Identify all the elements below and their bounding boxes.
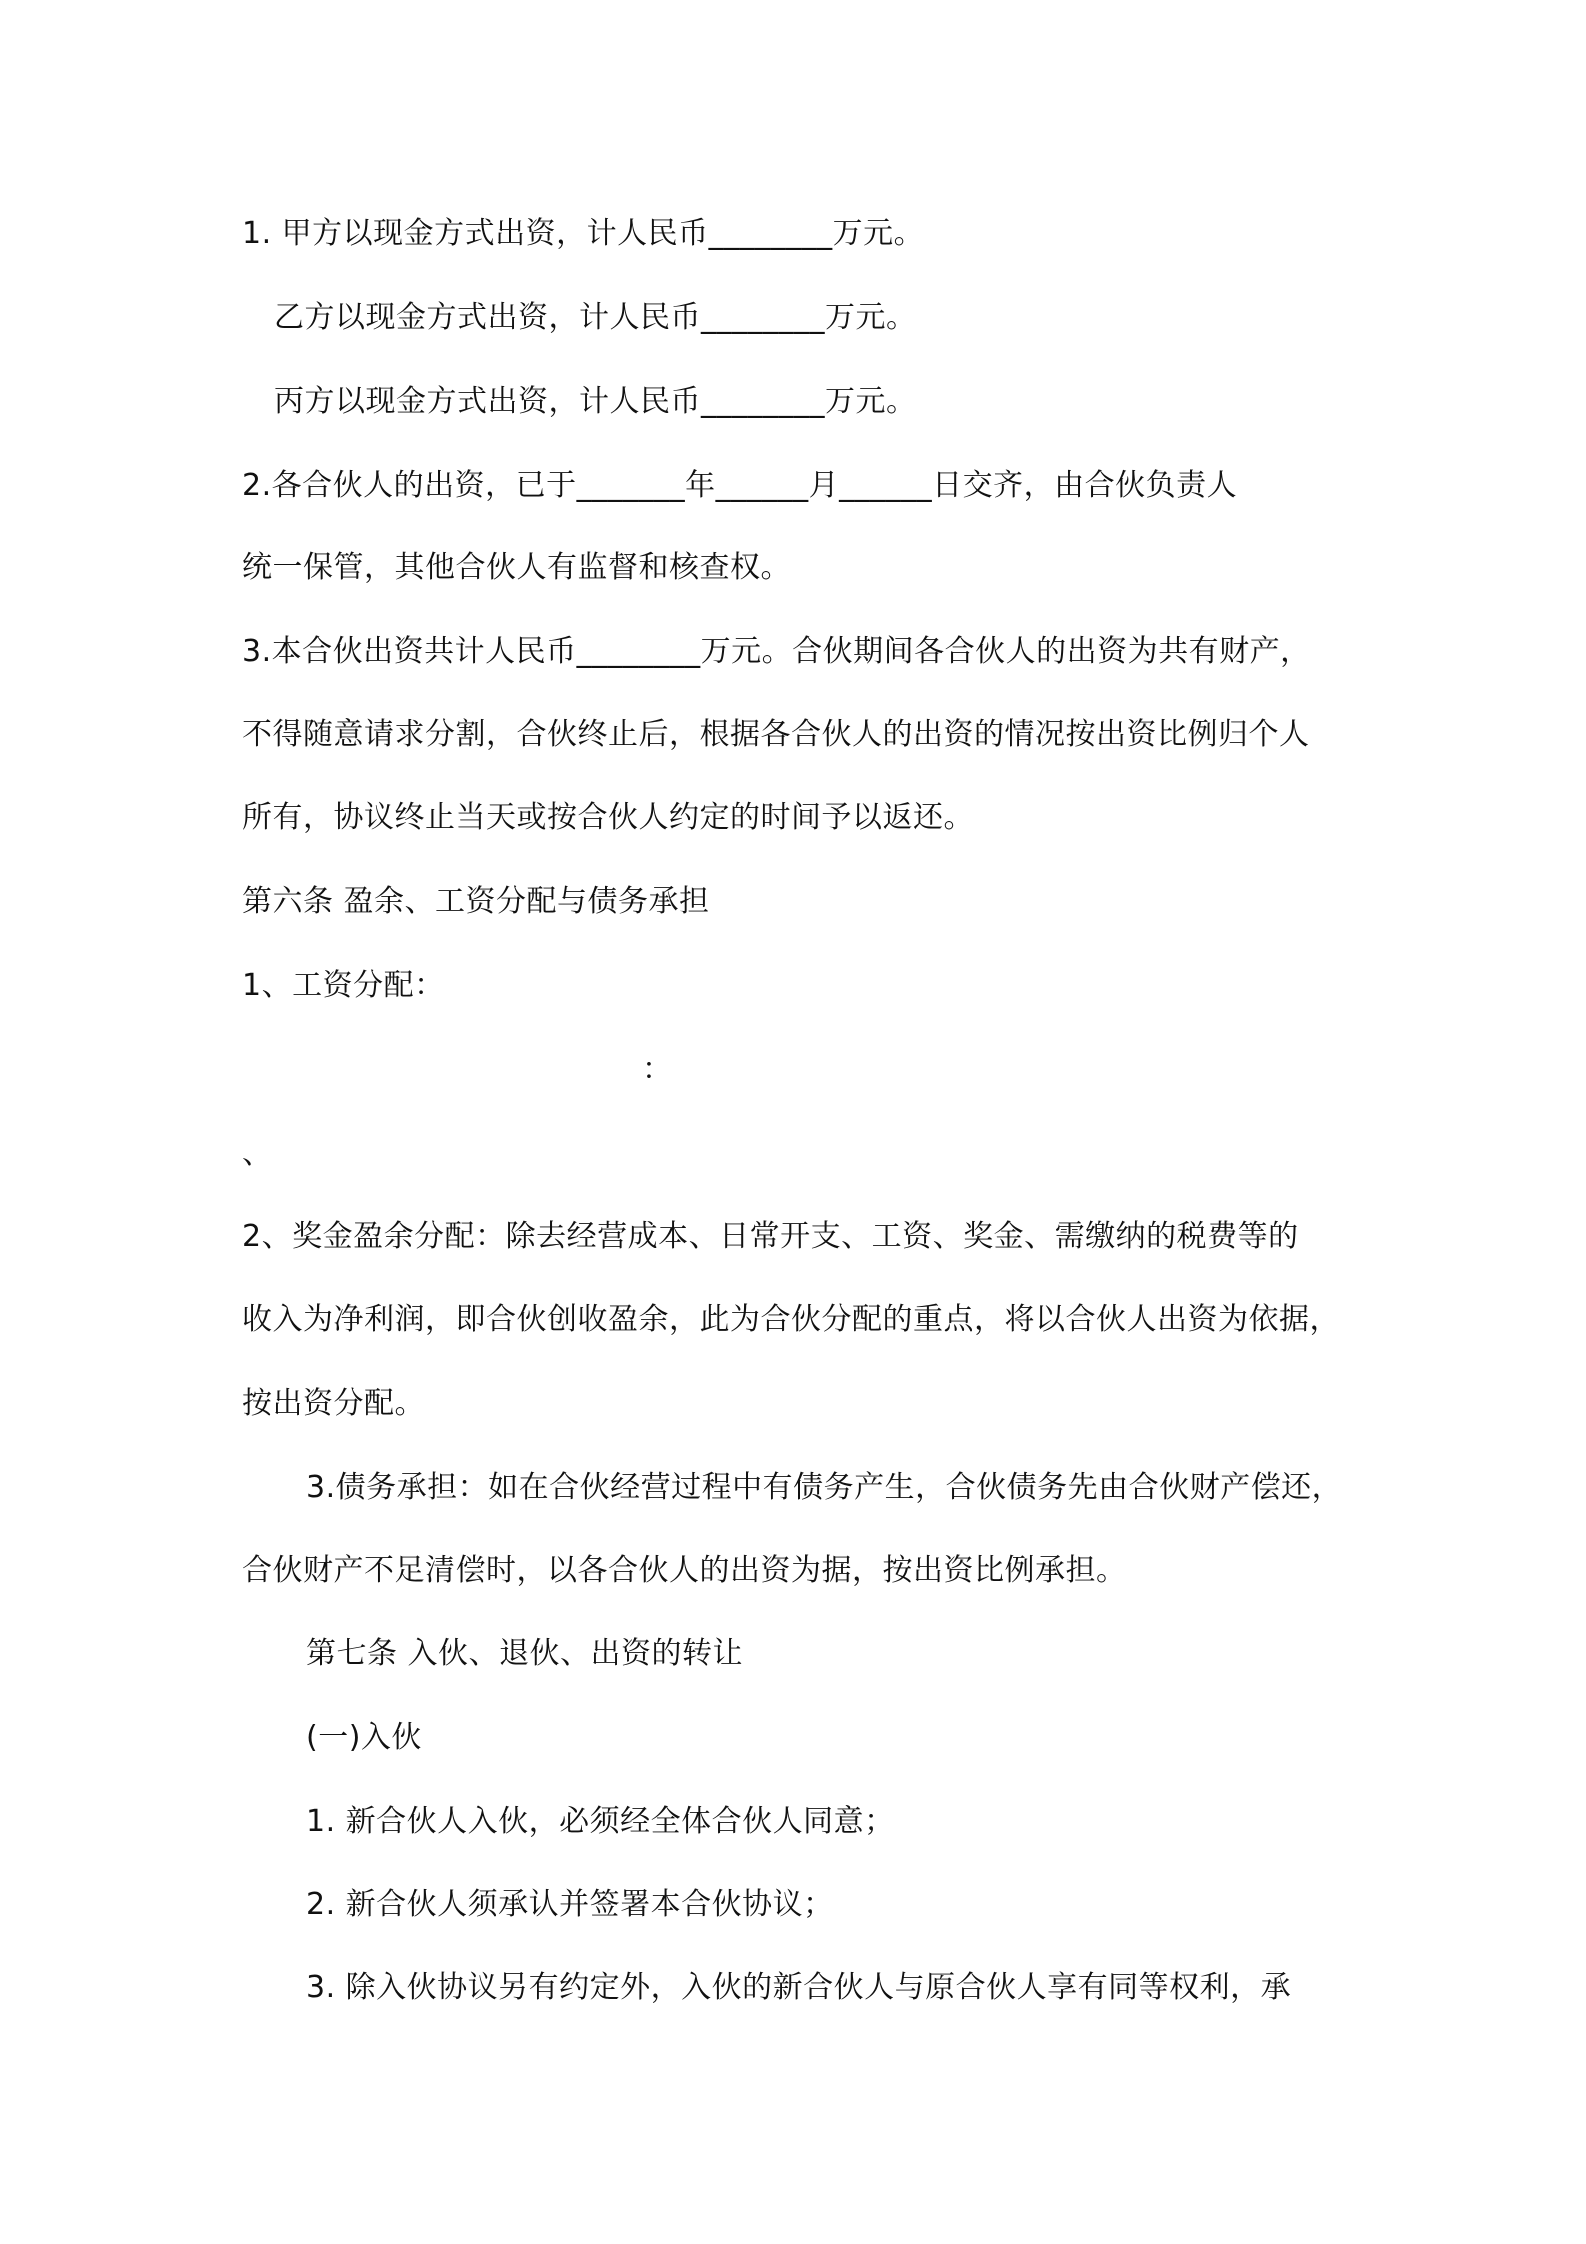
text-line-8: 所有，协议终止当天或按合伙人约定的时间予以返还。 [242, 800, 974, 835]
text-line-17: 合伙财产不足清偿时，以各合伙人的出资为据，按出资比例承担。 [242, 1553, 1127, 1588]
text-line-15: 按出资分配。 [242, 1386, 425, 1421]
text-line-3: 丙方以现金方式出资，计人民币________万元。 [274, 384, 917, 419]
text-line-6: 3.本合伙出资共计人民币________万元。合伙期间各合伙人的出资为共有财产， [242, 634, 1311, 669]
text-line-1: 1. 甲方以现金方式出资，计人民币________万元。 [242, 216, 925, 251]
text-line-5: 统一保管，其他合伙人有监督和核查权。 [242, 550, 791, 585]
text-line-14: 收入为净利润，即合伙创收盈余，此为合伙分配的重点，将以合伙人出资为依据， [242, 1302, 1340, 1337]
text-line-20: 1. 新合伙人入伙，必须经全体合伙人同意； [306, 1804, 895, 1839]
text-line-7: 不得随意请求分割，合伙终止后，根据各合伙人的出资的情况按出资比例归个人 [242, 717, 1310, 752]
text-line-4: 2.各合伙人的出资，已于_______年______月______日交齐，由合伙负责人 [242, 468, 1238, 503]
text-line-16: 3.债务承担：如在合伙经营过程中有债务产生，合伙债务先由合伙财产偿还， [306, 1470, 1343, 1505]
text-line-2: 乙方以现金方式出资，计人民币________万元。 [274, 300, 917, 335]
text-line-21: 2. 新合伙人须承认并签署本合伙协议； [306, 1887, 834, 1922]
section-heading-6: 第六条 盈余、工资分配与债务承担 [242, 884, 710, 919]
text-line-10: 1、工资分配： [242, 968, 445, 1003]
text-line-11: ： [642, 1052, 673, 1087]
text-line-22: 3. 除入伙协议另有约定外，入伙的新合伙人与原合伙人享有同等权利，承 [306, 1970, 1292, 2005]
text-line-12: 、 [242, 1136, 273, 1171]
subsection-heading: (一)入伙 [306, 1720, 422, 1755]
text-line-13: 2、奖金盈余分配：除去经营成本、日常开支、工资、奖金、需缴纳的税费等的 [242, 1219, 1299, 1254]
section-heading-7: 第七条 入伙、退伙、出资的转让 [306, 1636, 744, 1671]
